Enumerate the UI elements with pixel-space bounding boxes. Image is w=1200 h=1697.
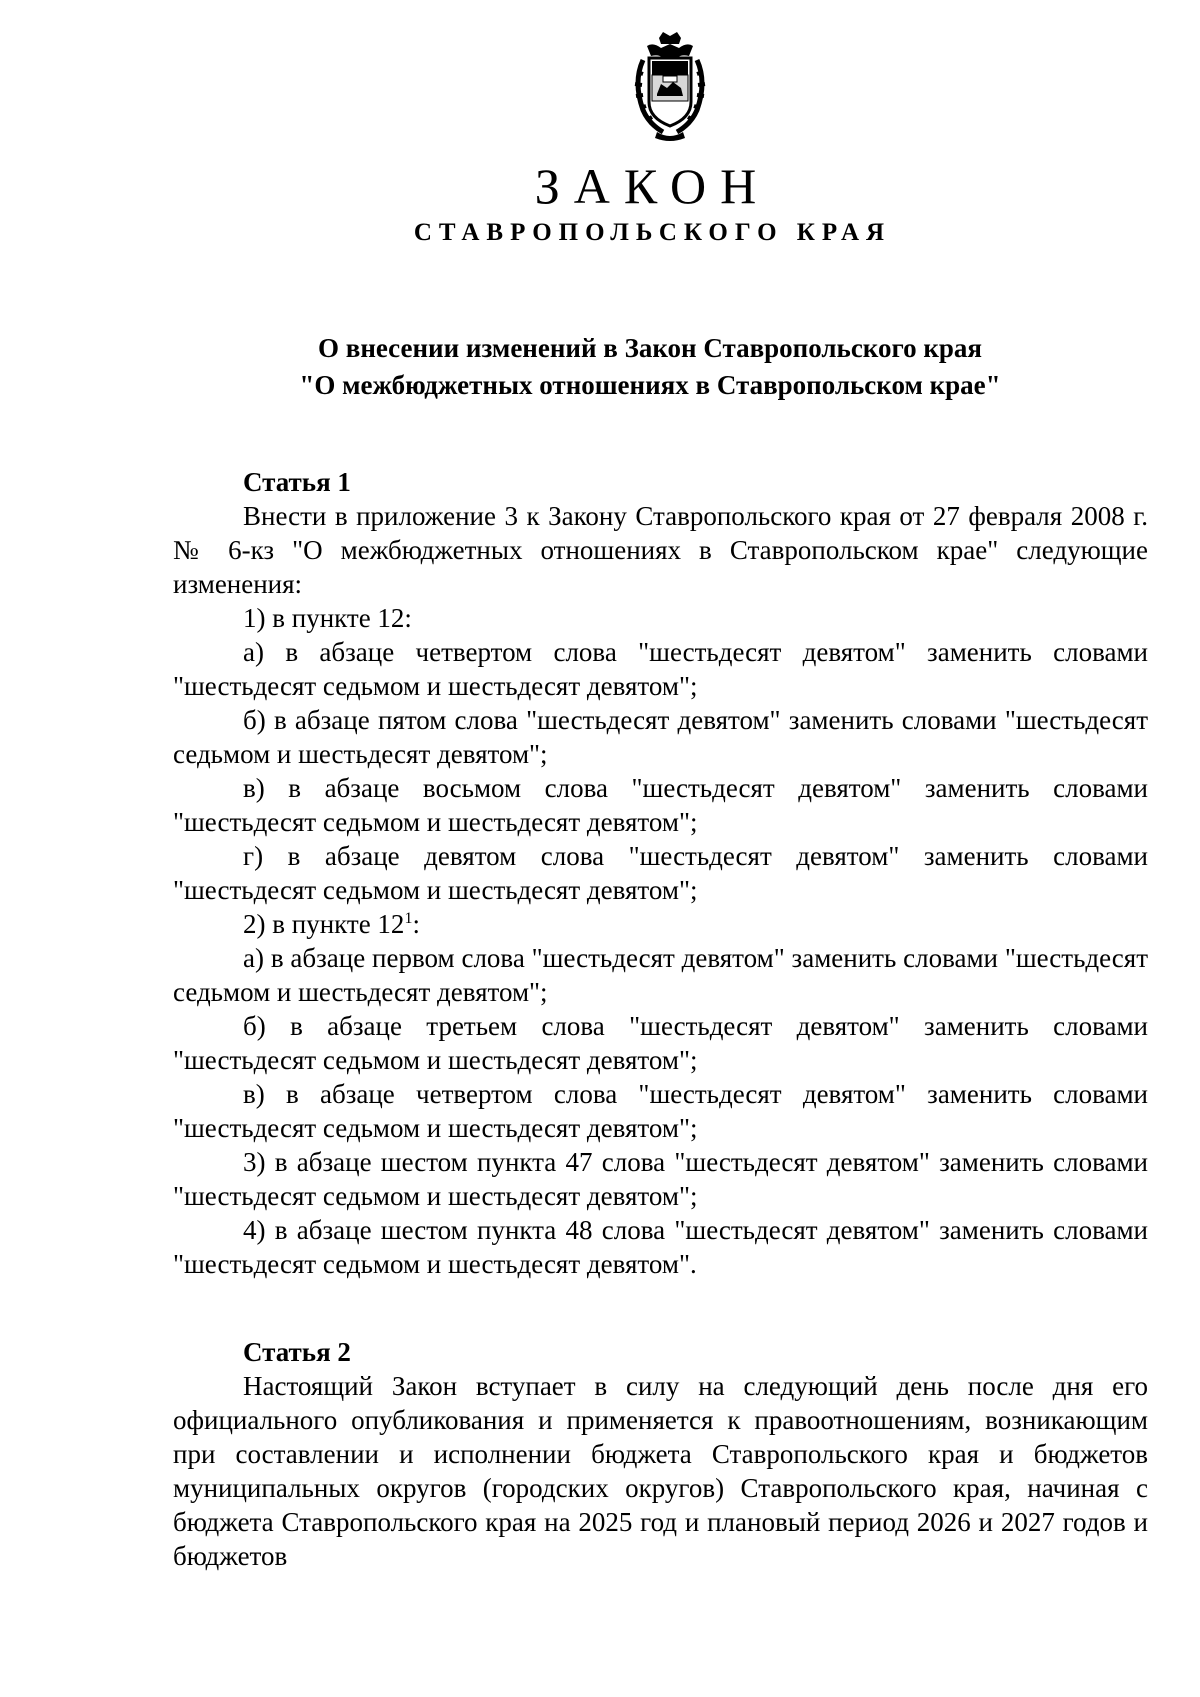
article-2-text: Настоящий Закон вступает в силу на следующий день после дня его официального опубликования и применяется к правоотношениям, возникающим при составлении и исполнении бюджета Ставропольского края и бюджетов муниципальных округов (городских округов) Ставропольского края, начиная с бюджета Ставропольского края на 2025 год и плановый период 2026 и 2027 годов и бюджетов bbox=[173, 1371, 1148, 1571]
item-2-v: в) в абзаце четвертом слова "шестьдесят девятом" заменить словами "шестьдесят седьмом и шестьдесят девятом"; bbox=[173, 1079, 1148, 1143]
law-heading-line1: О внесении изменений в Закон Ставропольского края bbox=[317, 333, 983, 363]
region-subtitle: СТАВРОПОЛЬСКОГО КРАЯ bbox=[413, 219, 892, 246]
item-1-v: в) в абзаце восьмом слова "шестьдесят девятом" заменить словами "шестьдесят седьмом и шестьдесят девятом"; bbox=[173, 773, 1148, 837]
item-3: 3) в абзаце шестом пункта 47 слова "шестьдесят девятом" заменить словами "шестьдесят седьмом и шестьдесят девятом"; bbox=[173, 1147, 1148, 1211]
document-type-title: ЗАКОН bbox=[534, 158, 771, 214]
item-2 bbox=[173, 907, 1148, 941]
item-2-suffix: : bbox=[412, 909, 420, 939]
law-heading bbox=[150, 330, 1150, 404]
item-1-a: а) в абзаце четвертом слова "шестьдесят девятом" заменить словами "шестьдесят седьмом и шестьдесят девятом"; bbox=[173, 637, 1148, 701]
item-2-a: а) в абзаце первом слова "шестьдесят девятом" заменить словами "шестьдесят седьмом и шестьдесят девятом"; bbox=[173, 943, 1148, 1007]
article-2-title: Статья 2 bbox=[243, 1337, 351, 1367]
item-2-superscript: 1 bbox=[404, 910, 413, 927]
item-2-b: б) в абзаце третьем слова "шестьдесят девятом" заменить словами "шестьдесят седьмом и шестьдесят девятом"; bbox=[173, 1011, 1148, 1075]
item-1-b: б) в абзаце пятом слова "шестьдесят девятом" заменить словами "шестьдесят седьмом и шестьдесят девятом"; bbox=[173, 705, 1148, 769]
item-4: 4) в абзаце шестом пункта 48 слова "шестьдесят девятом" заменить словами "шестьдесят седьмом и шестьдесят девятом". bbox=[173, 1215, 1148, 1279]
article-1-title: Статья 1 bbox=[243, 467, 351, 497]
article-1-intro: Внести в приложение 3 к Закону Ставропольского края от 27 февраля 2008 г. № 6-кз "О межбюджетных отношениях в Ставропольском крае" следующие изменения: bbox=[173, 501, 1148, 599]
item-1: 1) в пункте 12: bbox=[243, 603, 412, 633]
article-2 bbox=[173, 1335, 1148, 1573]
law-heading-line2: "О межбюджетных отношениях в Ставропольском крае" bbox=[299, 370, 1001, 400]
item-1-g: г) в абзаце девятом слова "шестьдесят девятом" заменить словами "шестьдесят седьмом и шестьдесят девятом"; bbox=[173, 841, 1148, 905]
item-2-prefix: 2) в пункте 12 bbox=[243, 909, 405, 939]
article-1 bbox=[173, 465, 1148, 1281]
stavropol-coat-of-arms-icon bbox=[623, 32, 717, 142]
